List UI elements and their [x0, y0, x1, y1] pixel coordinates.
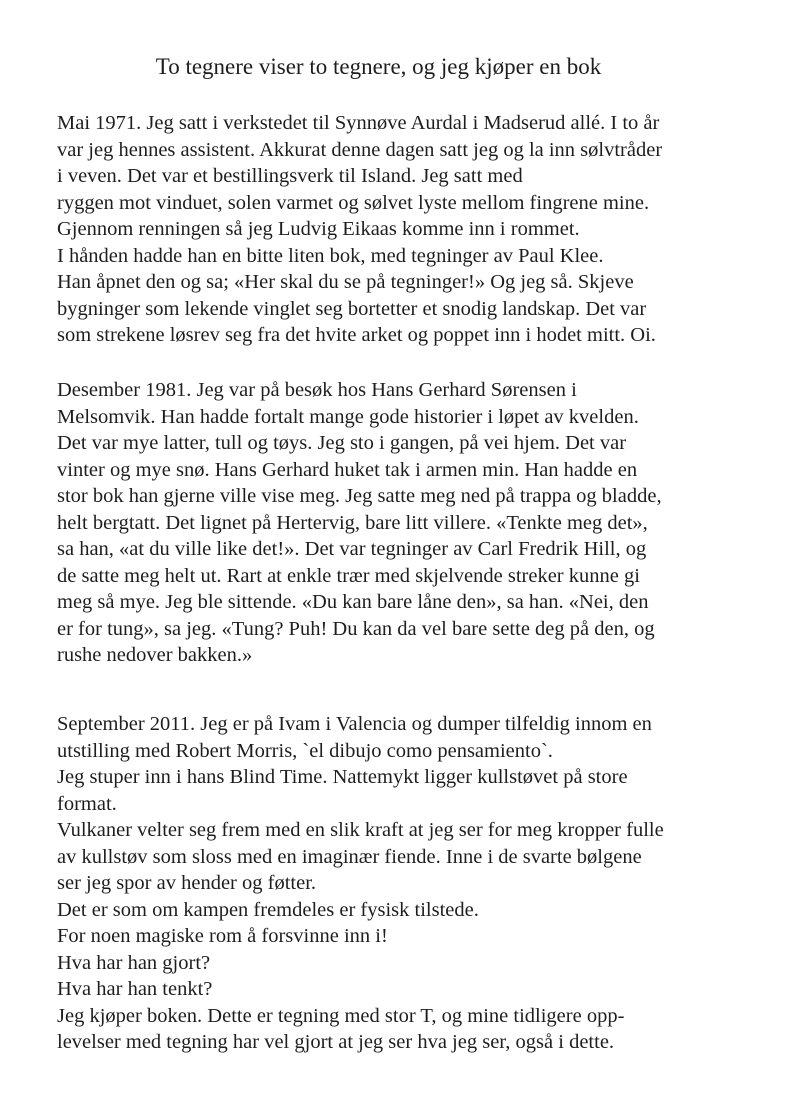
text-line: September 2011. Jeg er på Ivam i Valencia og dumper tilfeldig innom en: [57, 713, 652, 735]
paragraph-september-2011: [57, 711, 757, 1056]
text-line: av kullstøv som sloss med en imaginær fiende. Inne i de svarte bølgene: [57, 845, 642, 868]
text-line: Hva har han gjort?: [57, 951, 211, 974]
text-line: helt bergtatt. Det lignet på Hertervig, bare litt villere. «Tenkte meg det»,: [57, 511, 648, 534]
text-line: Melsomvik. Han hadde fortalt mange gode historier i løpet av kvelden.: [57, 405, 639, 428]
paragraph-december-1981: [57, 377, 757, 669]
text-line: bygninger som lekende vinglet seg bortetter et snodig landskap. Det var: [57, 297, 647, 320]
text-line: Det var mye latter, tull og tøys. Jeg sto i gangen, på vei hjem. Det var: [57, 432, 627, 454]
text-line: Gjennom renningen så jeg Ludvig Eikaas komme inn i rommet.: [57, 218, 580, 240]
text-line: i veven. Det var et bestillingsverk til Island. Jeg satt med: [57, 165, 523, 187]
text-line: Mai 1971. Jeg satt i verkstedet til Synnøve Aurdal i Madserud allé. I to år: [57, 112, 660, 134]
text-line: som strekene løsrev seg fra det hvite arket og poppet inn i hodet mitt. Oi.: [57, 324, 656, 346]
text-line: ryggen mot vinduet, solen varmet og sølvet lyste mellom fingrene mine.: [57, 191, 650, 214]
text-line: ser jeg spor av hender og føtter.: [57, 872, 317, 894]
text-line: Jeg stuper inn i hans Blind Time. Nattemykt ligger kullstøvet på store: [57, 766, 628, 788]
text-line: I hånden hadde han en bitte liten bok, med tegninger av Paul Klee.: [57, 244, 604, 267]
text-line: Det er som om kampen fremdeles er fysisk tilstede.: [57, 898, 479, 921]
text-line: meg så mye. Jeg ble sittende. «Du kan bare låne den», sa han. «Nei, den: [57, 591, 649, 613]
text-line: stor bok han gjerne ville vise meg. Jeg satte meg ned på trappa og bladde,: [57, 485, 662, 507]
text-line: Jeg kjøper boken. Dette er tegning med stor T, og mine tidligere opp-: [57, 1004, 625, 1027]
page-title: To tegnere viser to tegnere, og jeg kjøper en bok: [155, 54, 602, 79]
text-line: levelser med tegning har vel gjort at jeg ser hva jeg ser, også i dette.: [57, 1031, 615, 1053]
text-line: var jeg hennes assistent. Akkurat denne dagen satt jeg og la inn sølvtråder: [57, 138, 663, 161]
text-line: vinter og mye snø. Hans Gerhard huket tak i armen min. Han hadde en: [57, 458, 638, 481]
text-line: sa han, «at du ville like det!». Det var tegninger av Carl Fredrik Hill, og: [57, 538, 647, 560]
text-line: Desember 1981. Jeg var på besøk hos Hans Gerhard Sørensen i: [57, 379, 577, 401]
text-line: format.: [57, 792, 117, 815]
text-line: For noen magiske rom å forsvinne inn i!: [57, 925, 388, 947]
text-line: de satte meg helt ut. Rart at enkle trær med skjelvende streker kunne gi: [57, 564, 640, 587]
text-line: rushe nedover bakken.»: [57, 644, 253, 666]
text-line: utstilling med Robert Morris, `el dibujo como pensamiento`.: [57, 739, 553, 762]
paragraph-may-1971: [57, 110, 757, 349]
text-line: er for tung», sa jeg. «Tung? Puh! Du kan da vel bare sette deg på den, og: [57, 617, 655, 640]
text-line: Hva har han tenkt?: [57, 978, 213, 1000]
text-line: Han åpnet den og sa; «Her skal du se på tegninger!» Og jeg så. Skjeve: [57, 271, 634, 293]
text-line: Vulkaner velter seg frem med en slik kraft at jeg ser for meg kropper fulle: [57, 819, 664, 841]
